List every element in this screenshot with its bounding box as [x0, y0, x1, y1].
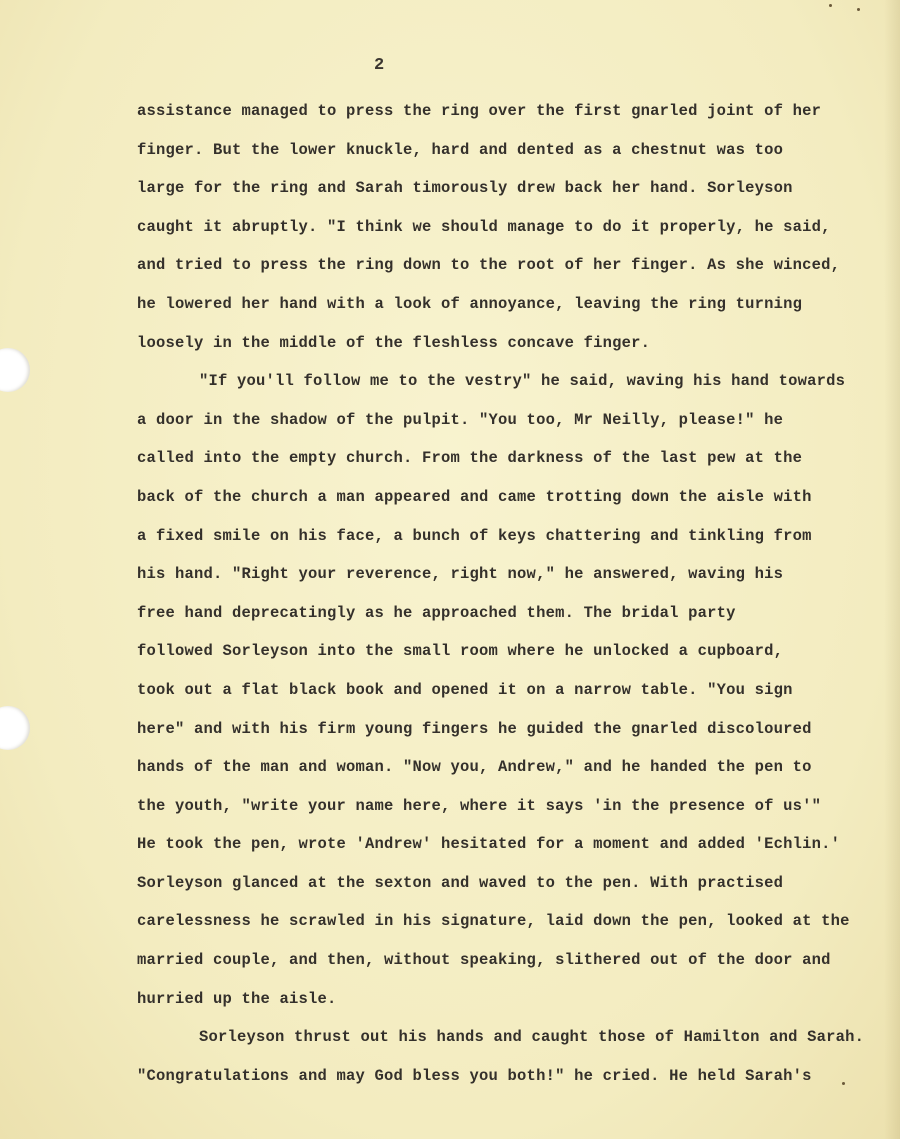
text-line: hands of the man and woman. "Now you, Andrew," and he handed the pen to: [137, 758, 812, 777]
text-line: loosely in the middle of the fleshless concave finger.: [137, 333, 651, 352]
text-line: his hand. "Right your reverence, right now," he answered, waving his: [137, 565, 784, 584]
punch-hole-lower: [0, 706, 30, 750]
text-line: took out a flat black book and opened it on a narrow table. "You sign: [137, 680, 793, 699]
text-line: large for the ring and Sarah timorously drew back her hand. Sorleyson: [137, 179, 793, 198]
text-line: called into the empty church. From the darkness of the last pew at the: [137, 449, 803, 468]
text-line: Sorleyson glanced at the sexton and waved to the pen. With practised: [137, 873, 784, 892]
text-line: finger. But the lower knuckle, hard and dented as a chestnut was too: [137, 140, 784, 159]
text-line: assistance managed to press the ring over the first gnarled joint of her: [137, 102, 822, 120]
text-line: a door in the shadow of the pulpit. "You too, Mr Neilly, please!" he: [137, 410, 784, 429]
ink-speck: [842, 1082, 845, 1085]
page-edge-shading: [884, 0, 900, 1139]
ink-speck: [857, 8, 860, 11]
text-line: followed Sorleyson into the small room where he unlocked a cupboard,: [137, 642, 784, 661]
text-line: free hand deprecatingly as he approached them. The bridal party: [137, 603, 736, 622]
text-line: He took the pen, wrote 'Andrew' hesitated for a moment and added 'Echlin.': [137, 835, 841, 854]
text-line: he lowered her hand with a look of annoyance, leaving the ring turning: [137, 294, 803, 313]
text-line: Sorleyson thrust out his hands and caught those of Hamilton and Sarah.: [199, 1028, 865, 1047]
text-line: carelessness he scrawled in his signature, laid down the pen, looked at the: [137, 912, 850, 931]
text-line: hurried up the aisle.: [137, 989, 337, 1008]
punch-hole-upper: [0, 348, 30, 392]
text-line: "Congratulations and may God bless you both!" he cried. He held Sarah's: [137, 1066, 812, 1085]
ink-speck: [829, 4, 832, 7]
text-line: caught it abruptly. "I think we should manage to do it properly, he said,: [137, 217, 831, 236]
text-line: and tried to press the ring down to the root of her finger. As she winced,: [137, 256, 841, 275]
text-line: "If you'll follow me to the vestry" he said, waving his hand towards: [199, 372, 846, 391]
text-line: back of the church a man appeared and came trotting down the aisle with: [137, 487, 812, 506]
text-line: married couple, and then, without speaking, slithered out of the door and: [137, 951, 831, 970]
text-line: the youth, "write your name here, where it says 'in the presence of us'": [137, 796, 822, 815]
manuscript-text: [137, 92, 877, 1095]
page-number: 2: [374, 56, 385, 75]
text-line: here" and with his firm young fingers he guided the gnarled discoloured: [137, 719, 812, 738]
text-line: a fixed smile on his face, a bunch of keys chattering and tinkling from: [137, 526, 812, 545]
